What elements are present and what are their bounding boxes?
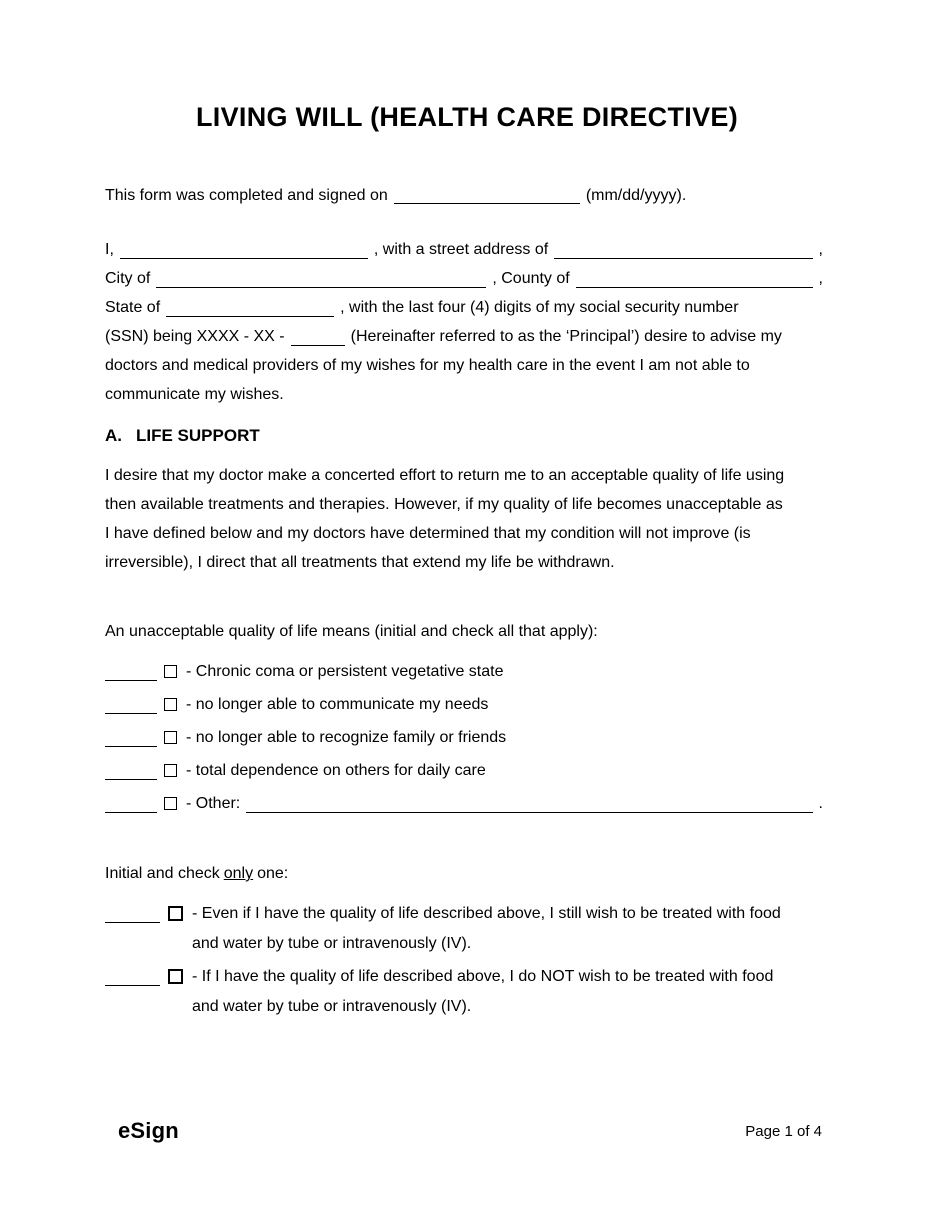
- section-a-heading: [105, 421, 823, 450]
- principal-line1-text2: , with a street address of: [373, 240, 549, 258]
- life-support-line: irreversible), I direct that all treatments that extend my life be withdrawn.: [105, 554, 615, 571]
- choice-line: - If I have the quality of life described above, I do NOT wish to be treated with food: [192, 968, 774, 985]
- checkbox-do-not-wish-treatment[interactable]: [168, 969, 183, 984]
- options-intro: An unacceptable quality of life means (initial and check all that apply):: [105, 623, 598, 640]
- date-format-hint: (mm/dd/yyyy).: [585, 187, 687, 204]
- esign-logo: eSign: [118, 1118, 179, 1143]
- option-row-recognize-family: [105, 723, 823, 752]
- other-write-in-blank-field[interactable]: [246, 795, 812, 813]
- principal-line-4: [105, 322, 823, 351]
- principal-line2-text3: ,: [818, 269, 823, 287]
- choice-line: - Even if I have the quality of life described above, I still wish to be treated with food: [192, 905, 781, 922]
- option-row-communicate-needs: [105, 690, 823, 719]
- initials-blank-field[interactable]: [105, 795, 157, 813]
- document-title: LIVING WILL (HEALTH CARE DIRECTIVE): [196, 102, 738, 132]
- life-support-line: I desire that my doctor make a concerted effort to return me to an acceptable quality of life using: [105, 467, 785, 484]
- initials-blank-field[interactable]: [105, 762, 157, 780]
- option-row-chronic-coma: [105, 657, 823, 686]
- option-label: - total dependence on others for daily care: [186, 761, 486, 779]
- principal-paragraph: [105, 235, 823, 409]
- page-number-label: Page 1 of 4: [745, 1123, 822, 1140]
- option-row-other: [105, 789, 823, 818]
- life-support-line: I have defined below and my doctors have determined that my condition will not improve (is: [105, 525, 751, 542]
- checkbox-chronic-coma[interactable]: [164, 665, 177, 678]
- name-blank-field[interactable]: [120, 241, 368, 259]
- initials-blank-field[interactable]: [105, 968, 160, 986]
- principal-line1-text3: ,: [818, 240, 823, 258]
- date-line: [105, 181, 823, 210]
- choice-text: [192, 962, 823, 1022]
- city-blank-field[interactable]: [156, 270, 486, 288]
- quality-of-life-options: [105, 657, 823, 822]
- initials-blank-field[interactable]: [105, 729, 157, 747]
- date-line-text: This form was completed and signed on: [105, 187, 388, 204]
- principal-line-2: [105, 264, 823, 293]
- option-label: - no longer able to communicate my needs: [186, 695, 489, 713]
- single-choice-intro-after: one:: [257, 865, 289, 882]
- life-support-line: then available treatments and therapies. However, if my quality of life becomes unacceptable as: [105, 496, 783, 513]
- single-choice-intro-underlined: only: [223, 865, 254, 882]
- option-label: - Other:: [186, 794, 241, 812]
- initials-blank-field[interactable]: [105, 663, 157, 681]
- principal-line-5: doctors and medical providers of my wishes for my health care in the event I am not able to: [105, 357, 750, 374]
- principal-line2-text2: , County of: [492, 269, 570, 287]
- section-a-title: LIFE SUPPORT: [136, 426, 260, 445]
- initials-blank-field[interactable]: [105, 696, 157, 714]
- date-blank-field[interactable]: [394, 190, 580, 204]
- ssn-last4-blank-field[interactable]: [291, 328, 345, 346]
- choice-text: [192, 899, 823, 959]
- principal-line-1: [105, 235, 823, 264]
- principal-line-6: communicate my wishes.: [105, 386, 284, 403]
- principal-line3-text2: , with the last four (4) digits of my social security number: [340, 298, 739, 316]
- life-support-paragraph: [105, 461, 823, 577]
- option-label: - no longer able to recognize family or friends: [186, 728, 507, 746]
- choice-line: and water by tube or intravenously (IV).: [192, 998, 472, 1015]
- principal-line4-text1: (SSN) being XXXX - XX -: [105, 327, 285, 345]
- principal-line3-text1: State of: [105, 298, 161, 316]
- checkbox-other[interactable]: [164, 797, 177, 810]
- principal-line1-text1: I,: [105, 240, 114, 258]
- option-row-total-dependence: [105, 756, 823, 785]
- choice-row-do-not-wish-treatment: [105, 962, 823, 1022]
- single-choice-intro-before: Initial and check: [105, 865, 220, 882]
- choice-row-still-wish-treatment: [105, 899, 823, 959]
- principal-line-3: [105, 293, 823, 322]
- section-a-letter: A.: [105, 426, 122, 445]
- initials-blank-field[interactable]: [105, 905, 160, 923]
- single-choice-intro: [105, 859, 823, 888]
- county-blank-field[interactable]: [576, 270, 813, 288]
- option-label: - Chronic coma or persistent vegetative state: [186, 662, 504, 680]
- checkbox-total-dependence[interactable]: [164, 764, 177, 777]
- food-water-choices: [105, 899, 823, 1022]
- choice-line: and water by tube or intravenously (IV).: [192, 935, 472, 952]
- principal-line2-text1: City of: [105, 269, 151, 287]
- street-address-blank-field[interactable]: [554, 241, 812, 259]
- principal-line4-text2: (Hereinafter referred to as the ‘Principal’) desire to advise my: [350, 327, 782, 345]
- state-blank-field[interactable]: [166, 299, 334, 317]
- checkbox-communicate-needs[interactable]: [164, 698, 177, 711]
- checkbox-recognize-family[interactable]: [164, 731, 177, 744]
- checkbox-still-wish-treatment[interactable]: [168, 906, 183, 921]
- option-suffix: .: [818, 794, 823, 812]
